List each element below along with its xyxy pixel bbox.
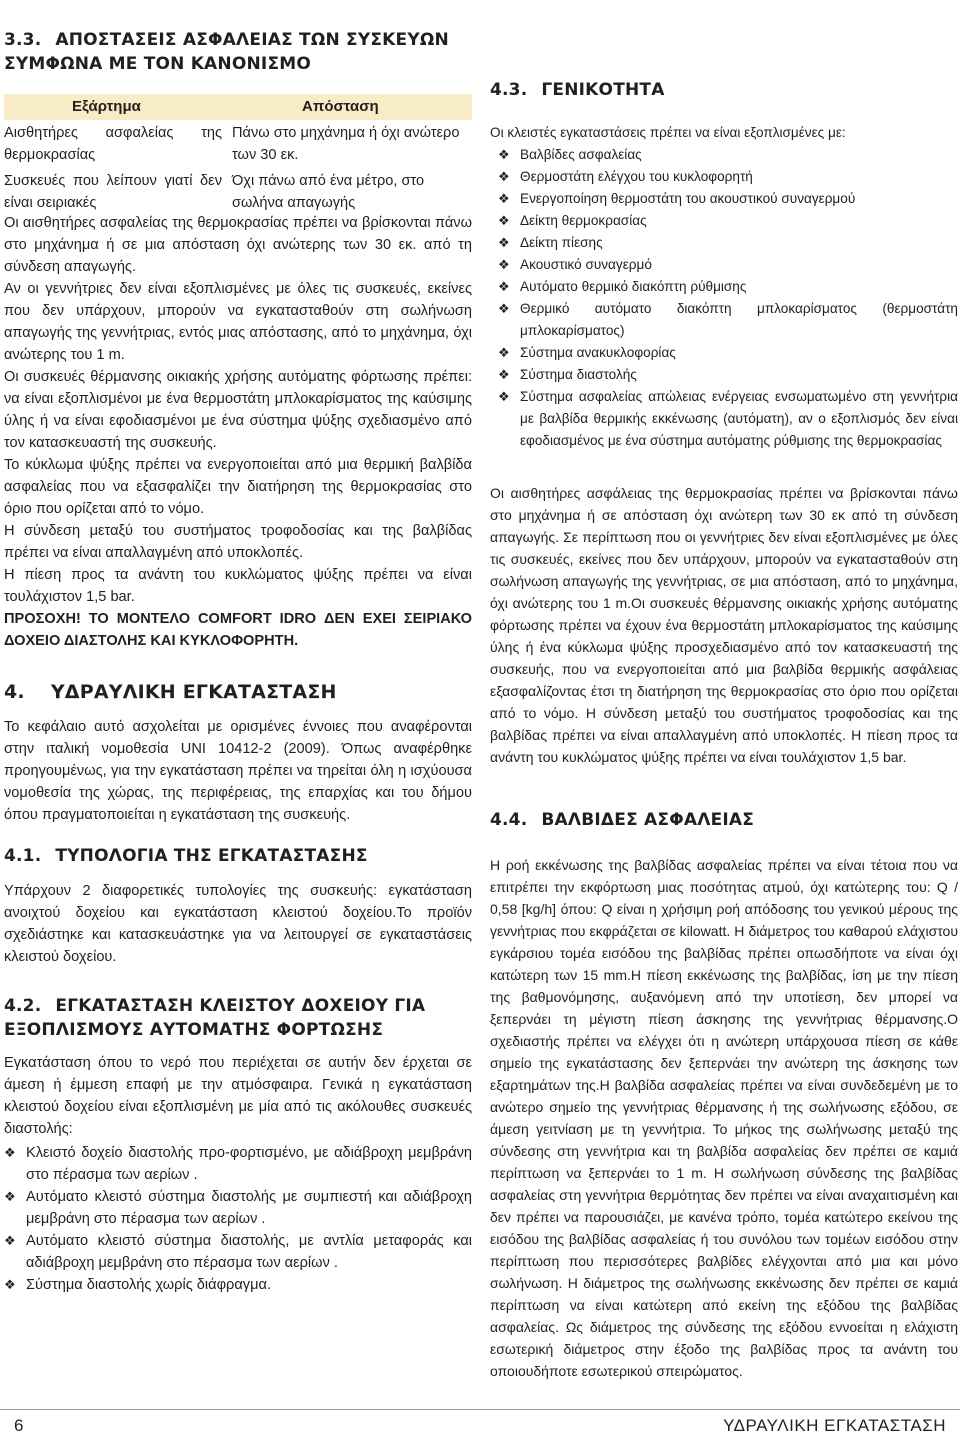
section-number: 4.2. — [4, 996, 42, 1016]
list-item: ❖ Αυτόματο θερμικό διακόπτη ρύθμισης — [498, 276, 958, 298]
diamond-bullet-icon: ❖ — [4, 1277, 16, 1292]
section-number: 3.3. — [4, 30, 42, 50]
distance-table — [4, 94, 472, 212]
paragraph: Το κεφάλαιο αυτό ασχολείται με ορισμένες έννοιες που αναφέρονται στην ιταλική νομοθεσία UNI 10412-2 (2009). Όπως αναφέρθηκε προηγουμένως, για την εγκατάσταση πρέπει να τηρείται όλη η ισχύουσα νομοθεσία της χώρας, της περιφέρειας, της επαρχίας και του δήμου όπου πραγματοποιείται η εγκατάσταση της συσκευής. — [4, 719, 472, 823]
diamond-bullet-icon: ❖ — [498, 345, 510, 360]
table-header-component: Εξάρτημα — [72, 98, 141, 115]
list-item: ❖ Σύστημα ασφαλείας απώλειας ενέργειας ενσωματωμένο στη γεννήτρια με βαλβίδα θερμικής εκκένωσης (αυτόματη), αν ο εξοπλισμός δεν είναι εφοδιασμένος με ένα σύστημα αυτόματης ρύθμισης της θερμοκρασίας — [498, 386, 958, 452]
list-item: ❖ Σύστημα ανακυκλοφορίας — [498, 342, 958, 364]
diamond-bullet-icon: ❖ — [498, 257, 510, 272]
equipment-list — [498, 144, 958, 452]
section-number: 4. — [4, 681, 25, 703]
paragraph: Υπάρχουν 2 διαφορετικές τυπολογίες της συσκευής: εγκατάσταση ανοιχτού δοχείου και εγκατάσταση κλειστού δοχείου.Το προϊόν σχεδιάστηκε και κατασκευάστηκε για να λειτουργεί σε εγκαταστάσεις κλειστού δοχείου. — [4, 883, 472, 965]
list-item: ❖ Σύστημα διαστολής — [498, 364, 958, 386]
list-item: ❖ Κλειστό δοχείο διαστολής προ-φορτισμένο, με αδιάβροχη μεμβράνη στο πέρασμα των αερίων . — [4, 1142, 472, 1186]
list-item: ❖ Ενεργοποίηση θερμοστάτη του ακουστικού συναγερμού — [498, 188, 958, 210]
table-row — [4, 122, 472, 164]
section-number: 4.3. — [490, 80, 528, 100]
diamond-bullet-icon: ❖ — [498, 301, 510, 316]
section-number: 4.1. — [4, 846, 42, 866]
list-item: ❖ Αυτόματο κλειστό σύστημα διαστολής με συμπιεστή και αδιάβροχη μεμβράνη στο πέρασμα των αερίων . — [4, 1186, 472, 1230]
diamond-bullet-icon: ❖ — [4, 1233, 16, 1248]
warning-text: ΠΡΟΣΟΧΗ! ΤΟ ΜΟΝΤΕΛΟ COMFORT IDRO ΔΕΝ ΕΧΕΙ ΣΕΙΡΙΑΚΟ ΔΟΧΕΙΟ ΔΙΑΣΤΟΛΗΣ ΚΑΙ ΚΥΚΛΟΦΟΡΗΤΗ. — [4, 611, 472, 649]
diamond-bullet-icon: ❖ — [498, 191, 510, 206]
page-footer — [0, 1409, 960, 1443]
section-4-2-heading — [4, 994, 472, 1042]
paragraph: Εγκατάσταση όπου το νερό που περιέχεται σε αυτήν δεν έρχεται σε άμεση ή έμμεση επαφή με την ατμόσφαιρα. Γενικά η εγκατάσταση κλειστού δοχείου είναι εξοπλισμένη με μία από τις ακόλουθες συσκευές διαστολής: — [4, 1055, 472, 1137]
diamond-bullet-icon: ❖ — [498, 235, 510, 250]
list-item: ❖ Δείκτη θερμοκρασίας — [498, 210, 958, 232]
diamond-bullet-icon: ❖ — [498, 213, 510, 228]
section-title: ΥΔΡΑΥΛΙΚΗ ΕΓΚΑΤΑΣΤΑΣΗ — [50, 681, 337, 703]
section-title: ΑΠΟΣΤΑΣΕΙΣ ΑΣΦΑΛΕΙΑΣ ΤΩΝ ΣΥΣΚΕΥΩΝ ΣΥΜΦΩΝΑ ΜΕ ΤΟΝ ΚΑΝΟΝΙΣΜΟ — [4, 30, 449, 74]
list-item: ❖ Αυτόματο κλειστό σύστημα διαστολής, με αντλία μεταφοράς και αδιάβροχη μεμβράνη στο πέρασμα των αερίων . — [4, 1230, 472, 1274]
section-title: ΓΕΝΙΚΟΤΗΤΑ — [541, 80, 665, 100]
table-cell: Πάνω στο μηχάνημα ή όχι ανώτερο των 30 εκ. — [232, 125, 460, 163]
section-4-3-heading — [490, 78, 958, 102]
paragraph: Αν οι γεννήτριες δεν είναι εξοπλισμένες με όλες τις συσκευές, εκείνες που δεν υπάρχουν, μπορούν να εγκατασταθούν στη σωλήνωση απαγωγής της γεννήτριας, εντός μιας απόστασης, από το μηχάνημα, όχι ανώτερης του 1 m. — [4, 281, 472, 363]
footer-divider — [0, 1409, 960, 1410]
section-title: ΒΑΛΒΙΔΕΣ ΑΣΦΑΛΕΙΑΣ — [541, 810, 755, 830]
section-4-1-heading — [4, 844, 472, 868]
diamond-bullet-icon: ❖ — [498, 367, 510, 382]
right-column — [490, 0, 958, 1382]
paragraph: Η σύνδεση μεταξύ του συστήματος τροφοδοσίας και της βαλβίδας πρέπει να είναι απαλλαγμένη από υποκλοπές. — [4, 523, 472, 561]
paragraph: Οι αισθητήρες ασφαλείας της θερμοκρασίας πρέπει να βρίσκονται πάνω στο μηχάνημα ή σε μια απόσταση όχι ανώτερης των 30 εκ. από τη σύνδεση απαγωγής. — [4, 215, 472, 275]
section-number: 4.4. — [490, 810, 528, 830]
list-item: ❖ Σύστημα διαστολής χωρίς διάφραγμα. — [4, 1274, 472, 1296]
diamond-bullet-icon: ❖ — [498, 147, 510, 162]
diamond-bullet-icon: ❖ — [498, 389, 510, 404]
diamond-bullet-icon: ❖ — [498, 279, 510, 294]
section-title: ΤΥΠΟΛΟΓΙΑ ΤΗΣ ΕΓΚΑΤΑΣΤΑΣΗΣ — [55, 846, 368, 866]
section-4-4-heading — [490, 808, 958, 832]
footer-title: ΥΔΡΑΥΛΙΚΗ ΕΓΚΑΤΑΣΤΑΣΗ — [723, 1416, 946, 1435]
list-item: ❖ Δείκτη πίεσης — [498, 232, 958, 254]
table-header-row — [4, 94, 472, 120]
table-cell: Όχι πάνω από ένα μέτρο, στο σωλήνα απαγωγής — [232, 173, 425, 211]
page-number: 6 — [14, 1416, 24, 1435]
paragraph: Η ροή εκκένωσης της βαλβίδας ασφαλείας πρέπει να είναι τέτοια που να επιτρέπει την εκφόρτωση μιας ποσότητας ατμού, όχι κατώτερης του: Q / 0,58 [kg/h] όπου: Q είναι η χρήσιμη ροή απόδοσης του γενικού μέρους της γεννήτριας που εκφράζεται σε kilowatt. Η διάμετρος του καθαρού ελάχιστου εγκάρσιου τομέα εισόδου της βαλβίδας πρέπει οπωσδήποτε να είναι όχι κατώτερη των 15 mm.Η πίεση εκκένωσης της βαλβίδας, ίση με την πίεση της βαθμονόμησης, αυξανόμενη από την υποτίεση, δεν μπορεί να ξεπερνάει τη μέγιστη πίεση άσκησης της γεννήτριας θέρμανσης.Ο σχεδιαστής πρέπει να ελέγχει ότι η ανώτερη υπάρχουσα πίεση σε κάθε σημείο της εγκατάστασης δεν ξεπερνάει την ανώτερη της άσκησης των εξαρτημάτων της.Η βαλβίδα ασφαλείας πρέπει να είναι συνδεδεμένη με το ανώτερο σημείο της γεννήτριας θέρμανσης ή της σωλήνωσης εξόδου, σε άμεση γειτνίαση με τη γεννήτρια. Το μήκος της σωλήνωσης μεταξύ της σύνδεσης στη γεννήτρια και τη βαλβίδα ασφαλείας δεν πρέπει σε καμιά περίπτωση να ξεπερνάει το 1 m. Η σωλήνωση σύνδεσης της βαλβίδας ασφαλείας στη γεννήτρια θερμότητας δεν πρέπει να είναι αναχαιτισμένη και δεν πρέπει να παρουσιάζει, με κανένα τρόπο, τομέα κατώτερο εκείνου της εισόδου της βαλβίδας ασφαλείας ή του συνόλου των τομέων εισόδου στην περίπτωση που περισσότερες βαλβίδες ελέγχονται από μια και μόνο σωλήνωση. Η διάμετρος της σωλήνωσης εκκένωσης δεν πρέπει σε καμιά περίπτωση να είναι κατώτερη από εκείνη της εξόδου της βαλβίδας ασφαλείας. Ως διάμετρος της σύνδεσης της εξόδου εννοείται η ελάχιστη εσωτερική διάμετρος στην έξοδο της βαλβίδας προς τα ανάντη του οποιουδήποτε εσωτερικού σπειρώματος. — [490, 857, 958, 1379]
table-header-distance: Απόσταση — [302, 98, 379, 115]
diamond-bullet-icon: ❖ — [4, 1189, 16, 1204]
section-4-heading — [4, 680, 472, 704]
expansion-devices-list — [4, 1142, 472, 1296]
list-item: ❖ Θερμικό αυτόματο διακόπτη μπλοκαρίσματος (θερμοστάτη μπλοκαρίσματος) — [498, 298, 958, 342]
list-item: ❖ Ακουστικό συναγερμό — [498, 254, 958, 276]
paragraph: Οι συσκευές θέρμανσης οικιακής χρήσης αυτόματης φόρτωσης πρέπει: να είναι εξοπλισμένοι με ένα θερμοστάτη μπλοκαρίσματος της καύσιμης ύλης ή να είναι εφοδιασμένοι με ένα σύστημα ψύξης σχεδιασμένο από τον κατασκευαστή της συσκευής. — [4, 369, 472, 451]
paragraph: Οι αισθητήρες ασφάλειας της θερμοκρασίας πρέπει να βρίσκονται πάνω στο μηχάνημα ή σε απόσταση όχι ανώτερη των 30 εκ από τη σύνδεση απαγωγής. Σε περίπτωση που οι γεννήτριες δεν είναι εξοπλισμένες με όλες τις συσκευές, εκείνες που δεν υπάρχουν, μπορούν να εγκατασταθούν στη σωλήνωση απαγωγής της γεννήτριας, σε μια απόσταση, από το μηχάνημα, όχι ανώτερης του 1 m.Οι συσκευές θέρμανσης οικιακής χρήσης αυτόματης φόρτωσης πρέπει να έχουν ένα θερμοστάτη μπλοκαρίσματος της καύσιμης ύλης ή ένα κύκλωμα ψύξης προσχεδιασμένο από τον κατασκευαστή της συσκευής, που να ενεργοποιείται από μια βαλβίδα θερμικής ασφάλειας εξασφαλίζοντας έτσι τη διατήρηση της θερμοκρασίας στο όριο που ορίζεται από το νόμο. Η σύνδεση μεταξύ του συστήματος τροφοδοσίας και της βαλβίδας πρέπει να είναι απαλλαγμένη από υποκλοπές. Η πίεση προς τα ανάντη του κυκλώματος ψύξης πρέπει να είναι τουλάχιστον 1,5 bar. — [490, 485, 958, 765]
diamond-bullet-icon: ❖ — [498, 169, 510, 184]
table-cell: Αισθητήρες ασφαλείας της θερμοκρασίας — [4, 125, 222, 163]
paragraph: Το κύκλωμα ψύξης πρέπει να ενεργοποιείται από μια θερμική βαλβίδα ασφαλείας που να εξασφαλίζει την διατήρηση της θερμοκρασίας στο όριο που ορίζεται από το νόμο. — [4, 457, 472, 517]
diamond-bullet-icon: ❖ — [4, 1145, 16, 1160]
table-cell: Συσκευές που λείπουν γιατί δεν είναι σειριακές — [4, 173, 222, 211]
paragraph: Οι κλειστές εγκαταστάσεις πρέπει να είναι εξοπλισμένες με: — [490, 125, 846, 140]
paragraph: Η πίεση προς τα ανάντη του κυκλώματος ψύξης πρέπει να είναι τουλάχιστον 1,5 bar. — [4, 567, 472, 605]
table-row — [4, 170, 472, 212]
left-column — [4, 0, 472, 1296]
section-title: ΕΓΚΑΤΑΣΤΑΣΗ ΚΛΕΙΣΤΟΥ ΔΟΧΕΙΟΥ ΓΙΑ ΕΞΟΠΛΙΣΜΟΥΣ ΑΥΤΟΜΑΤΗΣ ΦΟΡΤΩΣΗΣ — [4, 996, 426, 1040]
section-3-3-heading — [4, 28, 472, 76]
list-item: ❖ Θερμοστάτη ελέγχου του κυκλοφορητή — [498, 166, 958, 188]
list-item: ❖ Βαλβίδες ασφαλείας — [498, 144, 958, 166]
